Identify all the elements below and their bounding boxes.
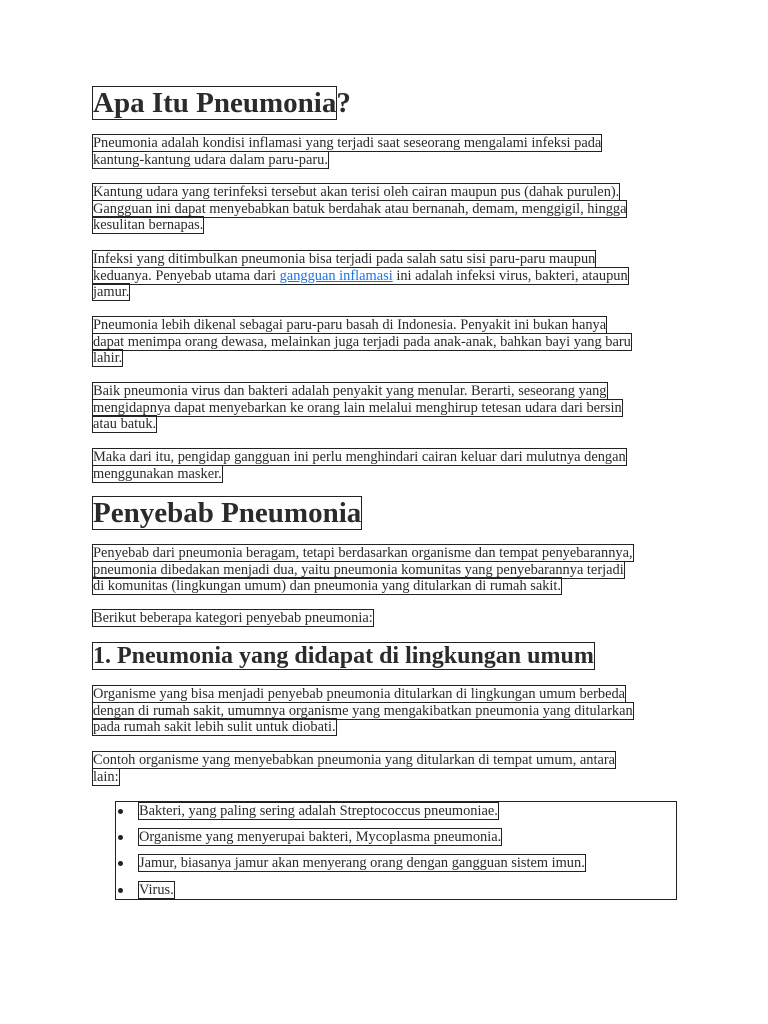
p4-line-1: Pneumonia lebih dikenal sebagai paru-paru basah di Indonesia. Penyakit ini bukan hanya	[93, 317, 607, 333]
heading-pneumonia-lingkungan-umum	[93, 642, 594, 670]
p6-line-1: Maka dari itu, pengidap gangguan ini perlu menghindari cairan keluar dari mulutnya dengan	[93, 449, 626, 465]
list-item	[116, 829, 676, 846]
list-item	[116, 882, 676, 899]
p7-line-1: Penyebab dari pneumonia beragam, tetapi berdasarkan organisme dan tempat penyebarannya,	[93, 545, 633, 561]
p9-line-2: dengan di rumah sakit, umumnya organisme yang mengakibatkan pneumonia yang ditularkan	[93, 702, 633, 719]
bullet-icon	[118, 835, 123, 840]
p9-line-3: pada rumah sakit lebih sulit untuk diobati.	[93, 719, 336, 736]
organism-list	[116, 802, 676, 899]
heading-text: Apa Itu Pneumonia	[93, 87, 337, 119]
p5-line-3: atau batuk.	[93, 416, 157, 433]
list-item-text: Organisme yang menyerupai bakteri, Mycoplasma pneumonia.	[139, 829, 502, 846]
bullet-icon	[118, 888, 123, 893]
p7-line-3: di komunitas (lingkungan umum) dan pneumonia yang ditularkan di rumah sakit.	[93, 578, 562, 595]
bullet-icon	[118, 809, 123, 814]
heading-penyebab-pneumonia	[93, 497, 361, 530]
p2-line-1: Kantung udara yang terinfeksi tersebut akan terisi oleh cairan maupun pus (dahak purulen).	[93, 184, 620, 200]
p3-line-2-pre: keduanya. Penyebab utama dari	[93, 267, 280, 284]
p3-line-3: jamur.	[93, 284, 130, 301]
p10-line-1: Contoh organisme yang menyebabkan pneumonia yang ditularkan di tempat umum, antara	[93, 752, 616, 768]
paragraph-6	[93, 449, 626, 482]
heading-suffix: ?	[336, 87, 351, 119]
heading-text: 1. Pneumonia yang didapat di lingkungan umum	[93, 643, 594, 669]
paragraph-4	[93, 317, 631, 367]
p8-line-1: Berikut beberapa kategori penyebab pneumonia:	[93, 610, 373, 626]
paragraph-1	[93, 135, 601, 168]
paragraph-2	[93, 184, 626, 234]
list-item-text: Virus.	[139, 881, 174, 898]
heading-apa-itu-pneumonia	[93, 87, 351, 120]
paragraph-5	[93, 383, 622, 433]
heading-text: Penyebab Pneumonia	[93, 497, 362, 529]
p1-line-1: Pneumonia adalah kondisi inflamasi yang terjadi saat seseorang mengalami infeksi pada	[93, 135, 602, 151]
p5-line-1: Baik pneumonia virus dan bakteri adalah penyakit yang menular. Berarti, seseorang yang	[93, 383, 607, 399]
bullet-icon	[118, 861, 123, 866]
list-item	[116, 803, 676, 820]
p6-line-2: menggunakan masker.	[93, 465, 222, 482]
paragraph-3	[93, 251, 628, 301]
list-item	[116, 855, 676, 872]
paragraph-7	[93, 545, 633, 595]
p2-line-3: kesulitan bernapas.	[93, 217, 204, 234]
p3-line-2-post: ini adalah infeksi virus, bakteri, ataupun	[392, 267, 628, 284]
p3-line-2	[93, 268, 628, 284]
p3-line-1: Infeksi yang ditimbulkan pneumonia bisa terjadi pada salah satu sisi paru-paru maupun	[93, 251, 596, 267]
p9-line-1: Organisme yang bisa menjadi penyebab pneumonia ditularkan di lingkungan umum berbeda	[93, 686, 626, 702]
p4-line-2: dapat menimpa orang dewasa, melainkan juga terjadi pada anak-anak, bahkan bayi yang baru	[93, 333, 631, 350]
link-gangguan-inflamasi[interactable]: gangguan inflamasi	[279, 267, 393, 284]
paragraph-8	[93, 610, 373, 627]
p5-line-2: mengidapnya dapat menyebarkan ke orang lain melalui menghirup tetesan udara dari bersin	[93, 399, 622, 416]
p7-line-2: pneumonia dibedakan menjadi dua, yaitu pneumonia komunitas yang penyebarannya terjadi	[93, 561, 624, 578]
p2-line-2: Gangguan ini dapat menyebabkan batuk berdahak atau bernanah, demam, menggigil, hingga	[93, 200, 627, 217]
paragraph-9	[93, 686, 633, 736]
list-item-text: Jamur, biasanya jamur akan menyerang orang dengan gangguan sistem imun.	[139, 855, 585, 872]
p1-line-2: kantung-kantung udara dalam paru-paru.	[93, 151, 328, 168]
p10-line-2: lain:	[93, 768, 119, 785]
p4-line-3: lahir.	[93, 350, 123, 367]
paragraph-10	[93, 752, 615, 785]
list-item-text: Bakteri, yang paling sering adalah Streptococcus pneumoniae.	[139, 803, 498, 819]
